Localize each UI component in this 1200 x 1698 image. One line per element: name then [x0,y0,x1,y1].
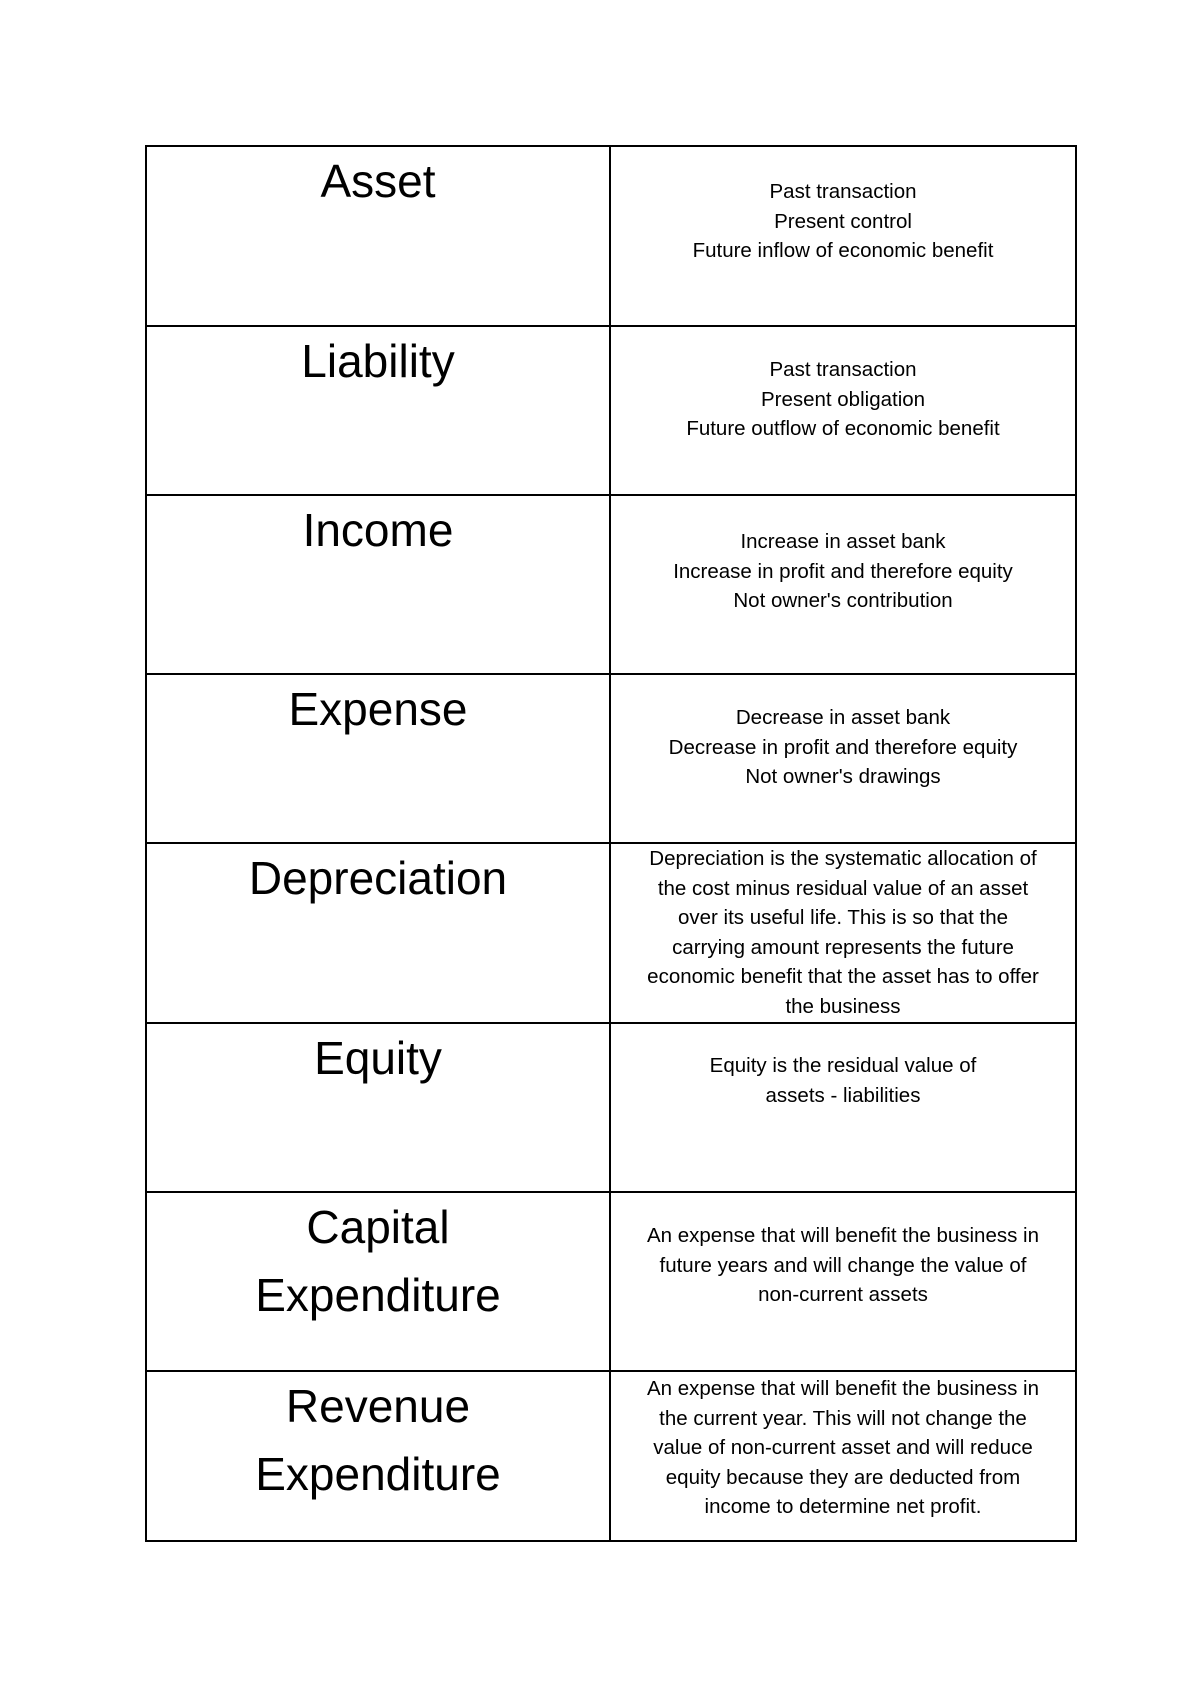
term-text: Revenue Expenditure [255,1380,501,1500]
definition-text: An expense that will benefit the business in future years and will change the value of non-current assets [646,1224,1040,1306]
term-cell [146,843,610,1023]
term-cell [146,146,610,326]
table-row [146,146,1076,326]
definition-text: Increase in asset bank Increase in profit and therefore equity Not owner's contribution [673,530,1013,612]
definition-text: An expense that will benefit the business in the current year. This will not change the value of non-current asset and will reduce equity because they are deducted from income to determine net profit. [646,1377,1040,1518]
term-text: Expense [288,683,468,735]
term-cell [146,674,610,843]
flashcard-table [145,145,1077,1542]
table-row [146,1371,1076,1541]
term-text: Asset [320,155,436,207]
term-text: Capital Expenditure [255,1201,501,1321]
term-cell [146,326,610,495]
table-row [146,843,1076,1023]
term-text: Equity [314,1032,442,1084]
term-text: Liability [301,335,455,387]
definition-text: Past transaction Present obligation Future outflow of economic benefit [686,358,1000,440]
definition-cell [610,326,1076,495]
term-text: Income [302,504,454,556]
table-row [146,674,1076,843]
table-row [146,1023,1076,1192]
definition-cell [610,1192,1076,1371]
definition-text: Equity is the residual value of assets - liabilities [709,1054,977,1107]
definition-cell [610,1023,1076,1192]
term-cell [146,495,610,674]
definition-cell [610,495,1076,674]
definition-text: Depreciation is the systematic allocation of the cost minus residual value of an asset over its useful life. This is so that the carrying amount represents the future economic benefit that the asset has to offer the business [647,847,1039,1018]
table-row [146,495,1076,674]
table-row [146,1192,1076,1371]
term-text: Depreciation [248,852,508,904]
definition-text: Decrease in asset bank Decrease in profit and therefore equity Not owner's drawings [668,706,1018,788]
table-row [146,326,1076,495]
term-cell [146,1371,610,1541]
definition-text: Past transaction Present control Future inflow of economic benefit [692,180,994,262]
definition-cell [610,1371,1076,1541]
term-cell [146,1023,610,1192]
definition-cell [610,674,1076,843]
definition-cell [610,843,1076,1023]
term-cell [146,1192,610,1371]
definition-cell [610,146,1076,326]
